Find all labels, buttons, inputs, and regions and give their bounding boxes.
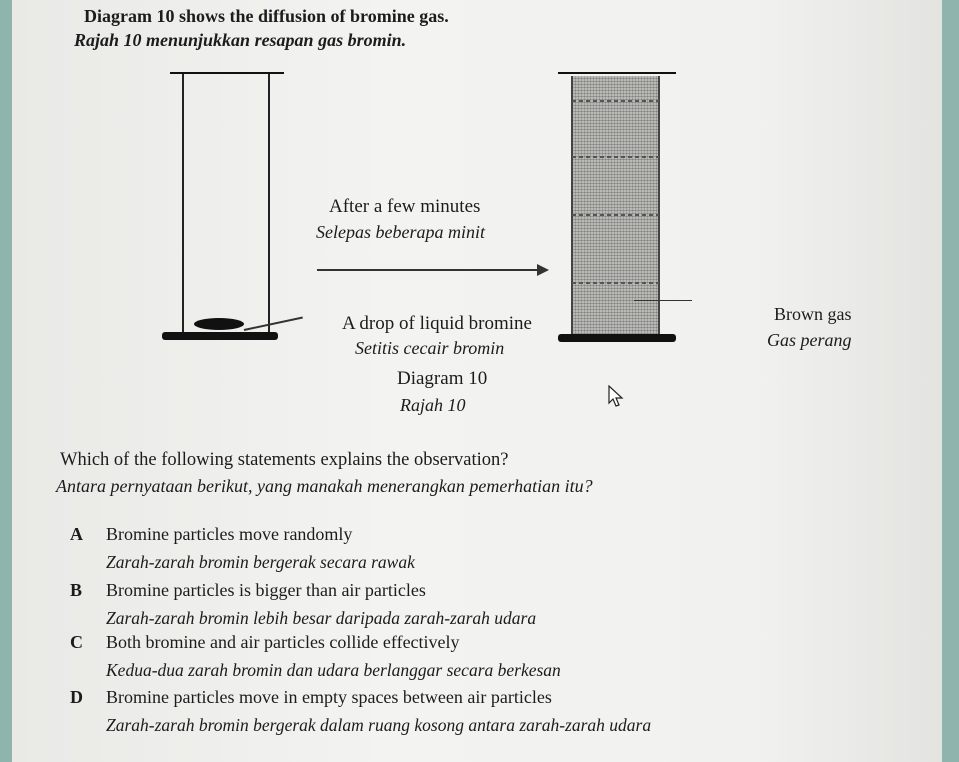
option-b-malay: Zarah-zarah bromin lebih besar daripada zarah-zarah udara: [106, 608, 537, 628]
option-d-malay: Zarah-zarah bromin bergerak dalam ruang kosong antara zarah-zarah udara: [106, 715, 652, 735]
left-cylinder-top: [170, 72, 284, 74]
option-c-malay: Kedua-dua zarah bromin dan udara berlanggar secara berkesan: [106, 660, 561, 680]
right-cylinder-base: [558, 334, 676, 342]
gas-label-pointer: [634, 300, 692, 301]
gas-band: [572, 282, 659, 284]
process-arrow-line: [317, 269, 539, 271]
title-malay: Rajah 10 menunjukkan resapan gas bromin.: [74, 30, 407, 50]
right-cylinder-top: [558, 72, 676, 74]
option-b-letter[interactable]: B: [70, 580, 83, 600]
option-d-letter[interactable]: D: [70, 687, 83, 707]
drop-label-pointer: [244, 317, 303, 331]
brown-gas-fill: [572, 76, 659, 334]
option-c-letter[interactable]: C: [70, 632, 83, 652]
gas-label-malay: Gas perang: [767, 330, 852, 350]
gas-band: [572, 156, 659, 158]
mouse-pointer-icon: [608, 385, 626, 409]
process-label-malay: Selepas beberapa minit: [316, 222, 485, 242]
diagram-caption-malay: Rajah 10: [400, 395, 466, 415]
option-d-english[interactable]: Bromine particles move in empty spaces between air particles: [106, 687, 552, 707]
question-malay: Antara pernyataan berikut, yang manakah menerangkan pemerhatian itu?: [56, 476, 593, 496]
option-a-english[interactable]: Bromine particles move randomly: [106, 524, 353, 544]
exam-page: [12, 0, 942, 762]
left-cylinder-wall-right: [268, 74, 270, 332]
bromine-drop: [194, 318, 244, 330]
title-english: Diagram 10 shows the diffusion of bromine gas.: [84, 6, 449, 26]
process-arrow-head: [537, 264, 549, 276]
right-cylinder-wall-left: [571, 76, 573, 334]
gas-band: [572, 100, 659, 102]
diagram-caption-english: Diagram 10: [397, 368, 488, 389]
right-cylinder-wall-right: [658, 76, 660, 334]
option-c-english[interactable]: Both bromine and air particles collide effectively: [106, 632, 460, 652]
drop-label-malay: Setitis cecair bromin: [355, 338, 505, 358]
option-b-english[interactable]: Bromine particles is bigger than air particles: [106, 580, 426, 600]
drop-label-english: A drop of liquid bromine: [342, 313, 532, 334]
question-english: Which of the following statements explains the observation?: [60, 450, 509, 470]
gas-band: [572, 214, 659, 216]
gas-label-english: Brown gas: [774, 304, 852, 324]
left-cylinder-base: [162, 332, 278, 340]
left-cylinder-wall-left: [182, 74, 184, 332]
option-a-letter[interactable]: A: [70, 524, 83, 544]
diffusion-diagram: [12, 60, 942, 360]
option-a-malay: Zarah-zarah bromin bergerak secara rawak: [106, 552, 415, 572]
process-label-english: After a few minutes: [329, 196, 481, 217]
